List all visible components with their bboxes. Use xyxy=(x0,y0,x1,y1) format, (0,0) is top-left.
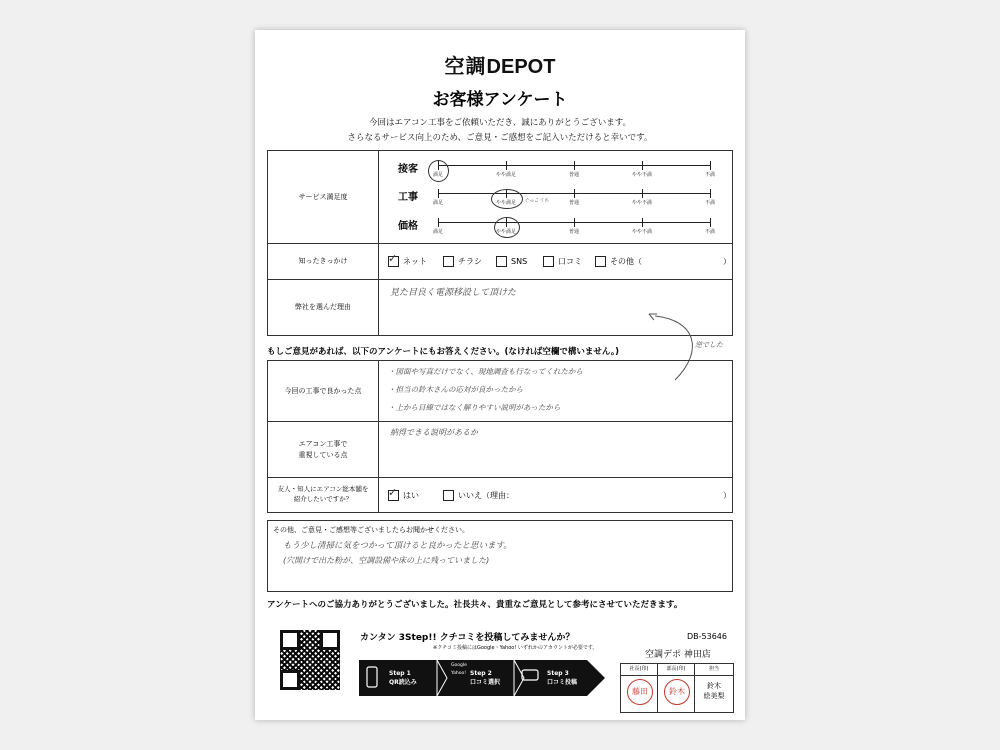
doc-id: DB-53646 xyxy=(687,632,727,641)
qr-code[interactable] xyxy=(280,630,340,690)
reason-label: 弊社を選んだ理由 xyxy=(268,280,379,335)
work-note: ぐっこうち xyxy=(524,198,549,204)
good-points-row: 今回の工事で良かった点 ・図面や写真だけでなく、現地調査も行なってくれたから ・担当の鈴木さんの応対が良かったから ・上から目線ではなく解りやすい説明があったから xyxy=(267,360,733,422)
scale-name-price: 価格 xyxy=(398,221,418,232)
option-sns[interactable]: SNS xyxy=(496,256,527,267)
step-3: Step 3 口コミ投稿 xyxy=(547,670,578,686)
intro-line-1: 今回はエアコン工事をご依頼いただき、誠にありがとうございます。 xyxy=(368,118,632,128)
arrow-note: 逆でした xyxy=(695,341,723,349)
thanks-text: アンケートへのご協力ありがとうございました。社長共々、貴重なご意見として参考にさせていただきます。 xyxy=(267,600,683,610)
google-label: Google xyxy=(451,663,467,668)
scale-name-work: 工事 xyxy=(398,192,418,203)
selected-mark-work xyxy=(491,189,523,209)
important-answer: 納得できる説明があるか xyxy=(390,428,478,437)
optional-header: もしご意見があれば、以下のアンケートにもお答えください。(なければ空欄で構いません。) xyxy=(267,347,620,357)
source-row: 知ったきっかけ ✓ ネット チラシ SNS 口コミ その他（ ） xyxy=(267,243,733,280)
option-review[interactable]: 口コミ xyxy=(543,256,582,267)
satisfaction-row: サービス満足度 接客 工事 価格 満足 やや満足 普通 やや不満 不満 満足 やや満足 普通 やや不満 不満 満足 やや満足 普通 やや不満 不満 ぐっこうち xyxy=(267,150,733,244)
comments-line-2: (穴開けで出た粉が、空調設備や床の上に残っていました) xyxy=(283,556,490,565)
comments-label: その他、ご意見・ご感想等ございましたらお聞かせください。 xyxy=(273,526,469,534)
step-2: Step 2 口コミ選択 xyxy=(470,670,501,686)
stamp-manager: 鈴木 xyxy=(664,679,690,705)
comments-row xyxy=(267,520,733,592)
option-flyer[interactable]: チラシ xyxy=(443,256,482,267)
intro-line-2: さらなるサービス向上のため、ご意見・ご感想をご記入いただけると幸いです。 xyxy=(347,133,653,143)
scale-name-service: 接客 xyxy=(398,164,418,175)
survey-sheet xyxy=(255,30,745,720)
selected-mark-price xyxy=(494,217,520,238)
good-points-label: 今回の工事で良かった点 xyxy=(268,361,379,421)
source-label: 知ったきっかけ xyxy=(268,244,379,279)
recommend-yes[interactable]: ✓ はい xyxy=(388,486,419,500)
store-name: 空調デポ 神田店 xyxy=(645,650,711,660)
step-1: Step 1 QR読込み xyxy=(389,670,417,686)
satisfaction-label: サービス満足度 xyxy=(268,151,379,243)
option-other[interactable]: その他（ xyxy=(595,256,642,267)
comments-line-1: もう少し清掃に気をつかって頂けると良かったと思います。 xyxy=(283,541,512,551)
recommend-label: 友人・知人にエアコン総本舗を 紹介したいですか？ xyxy=(268,478,379,512)
recommend-no[interactable]: いいえ（理由： xyxy=(443,490,514,501)
reason-answer: 見た目良く電源移設して頂けた xyxy=(390,288,517,298)
important-label: エアコン工事で 重視している点 xyxy=(268,422,379,477)
cta-note: ※クチコミ投稿にはGoogle・Yahoo! いずれかのアカウントが必要です。 xyxy=(433,645,598,651)
stamp-box: 社長(印) 部長(印) 担当 藤田 鈴木 鈴木 絵美梨 xyxy=(620,663,734,713)
option-net[interactable]: ✓ ネット xyxy=(388,252,427,266)
recommend-row: 友人・知人にエアコン総本舗を 紹介したいですか？ ✓ はい いいえ（理由： ） xyxy=(267,477,733,513)
stamp-president: 藤田 xyxy=(627,679,653,705)
yahoo-label: Yahoo! xyxy=(451,671,467,676)
selected-mark-service xyxy=(428,160,449,182)
logo: 空調DEPOT xyxy=(444,54,556,78)
cta-text: カンタン 3Step!! クチコミを投稿してみませんか？ xyxy=(360,633,575,643)
important-row xyxy=(267,421,733,478)
page-title: お客様アンケート xyxy=(432,90,568,110)
staff-name: 鈴木 絵美梨 xyxy=(703,682,725,700)
